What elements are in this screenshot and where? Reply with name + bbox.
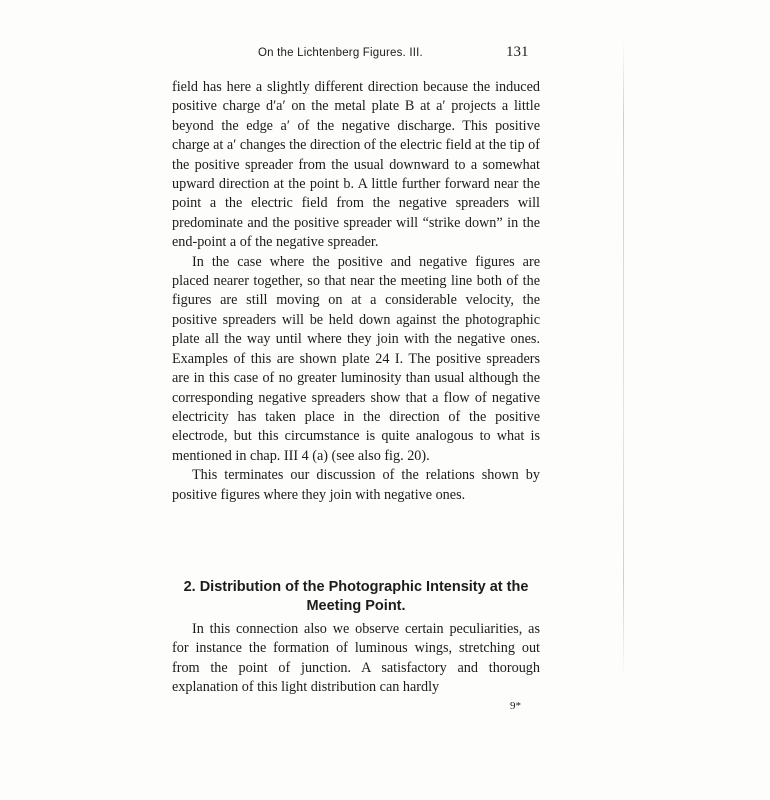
running-head: On the Lichtenberg Figures. III. [258,47,423,59]
page-edge-shadow [623,40,624,680]
paragraph: In this connection also we observe certain peculiarities, as for instance the formation of luminous wings, stretching out from the point of junction. A satisfactory and thorough explanation of this light distribution can hardly [172,621,540,696]
page-number: 131 [506,44,529,60]
paragraph: In the case where the positive and negative figures are placed nearer together, so that near the meeting line both of the figures are still moving on at a considerable velocity, the positive spreaders will be held down against the photographic plate all the way until where they join with the negative ones. Examples of this are shown plate 24 I. The positive spreaders are in this case of no greater luminosity than usual although the corresponding negative spreaders show that a flow of negative electricity has taken place in the direction of the positive electrode, but this circumstance is quite analogous to what is mentioned in chap. III 4 (a) (see also fig. 20). [172,253,540,464]
paragraph: This terminates our discussion of the relations shown by positive figures where they join with negative ones. [172,467,540,503]
signature-mark: 9* [510,700,521,712]
section-text [172,620,540,698]
section-heading: 2. Distribution of the Photographic Intensity at the Meeting Point. [183,579,529,614]
body-text [172,78,540,505]
paragraph: field has here a slightly different direction because the induced positive charge d′a′ on the metal plate B at a′ projects a little beyond the edge a′ of the negative discharge. This positive charge at a′ changes the direction of the electric field at the tip of the positive spreader from the usual downward to a somewhat upward direction at the point b. A little further forward near the point a the electric field from the negative spreaders will predominate and the positive spreader will “strike down” in the end-point a of the negative spreader. [172,79,541,251]
